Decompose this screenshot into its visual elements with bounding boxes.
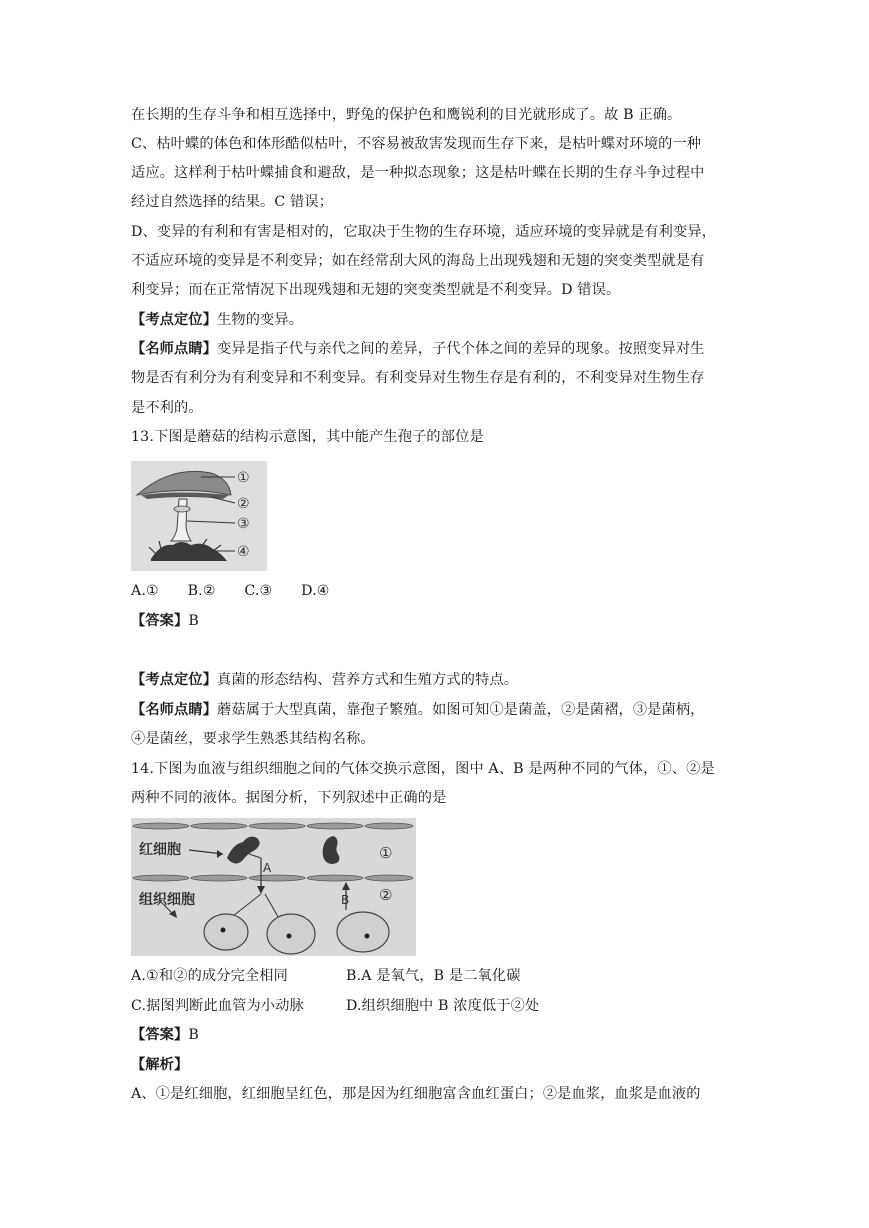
text-line: ④是菌丝，要求学生熟悉其结构名称。 xyxy=(131,731,375,747)
mingshi-tag: 【名师点睛】 xyxy=(131,702,218,718)
text-line: 经过自然选择的结果。C 错误； xyxy=(131,194,334,210)
text-line: C、枯叶蝶的体色和体形酷似枯叶，不容易被敌害发现而生存下来，是枯叶蝶对环境的一种 xyxy=(131,136,702,152)
text-line: 物是否有利分为有利变异和不利变异。有利变异对生物生存是有利的，不利变异对生物生存 xyxy=(131,370,705,386)
mingshi-tag: 【名师点睛】 xyxy=(131,341,218,357)
q13-kaodian-line xyxy=(131,670,751,690)
kaodian-text: 真菌的形态结构、营养方式和生殖方式的特点。 xyxy=(217,672,519,688)
q14-analysis-tag: 【解析】 xyxy=(131,1057,189,1073)
text-line: 是不利的。 xyxy=(131,400,203,416)
q14-option-d: D.组织细胞中 B 浓度低于②处 xyxy=(346,998,540,1014)
label-gas-a: A xyxy=(263,861,272,875)
answer-value: B xyxy=(188,1027,199,1043)
q14-answer-line xyxy=(131,1025,751,1045)
q13-mingshi-line xyxy=(131,700,751,720)
mingshi-text: 蘑菇属于大型真菌，靠孢子繁殖。如图可知①是菌盖，②是菌褶，③是菌柄， xyxy=(217,702,705,718)
kaodian-tag: 【考点定位】 xyxy=(131,672,218,688)
text-line: A、①是红细胞，红细胞呈红色，那是因为红细胞富含血红蛋白；②是血浆，血浆是血液的 xyxy=(131,1086,701,1102)
label-fluid-2: ② xyxy=(379,886,393,904)
label-gas-b: B xyxy=(341,893,350,907)
text-line: D、变异的有利和有害是相对的，它取决于生物的生存环境，适应环境的变异就是有利变异， xyxy=(131,224,717,240)
mingshi-text: 变异是指子代与亲代之间的差异，子代个体之间的差异的现象。按照变异对生 xyxy=(217,341,705,357)
answer-value: B xyxy=(188,613,199,629)
mingshi-line xyxy=(131,339,751,359)
text-line: 适应。这样利于枯叶蝶捕食和避敌，是一种拟态现象；这是枯叶蝶在长期的生存斗争过程中 xyxy=(131,165,705,181)
mushroom-label-3: ③ xyxy=(237,516,250,532)
gas-exchange-diagram xyxy=(131,818,416,956)
mushroom-label-1: ① xyxy=(237,470,250,486)
question-14: 14.下图为血液与组织细胞之间的气体交换示意图，图中 A、B 是两种不同的气体，①、②是 xyxy=(131,761,715,777)
kaodian-line xyxy=(131,310,751,330)
mushroom-diagram xyxy=(131,461,267,571)
label-fluid-1: ① xyxy=(379,844,393,862)
kaodian-tag: 【考点定位】 xyxy=(131,312,218,328)
mushroom-label-2: ② xyxy=(237,496,250,512)
q14-options-row-2 xyxy=(131,996,751,1016)
q13-answer-line xyxy=(131,611,751,631)
q14-option-c: C.据图判断此血管为小动脉 xyxy=(131,998,304,1014)
q14-option-b: B.A 是氧气，B 是二氧化碳 xyxy=(346,968,521,984)
answer-tag: 【答案】 xyxy=(131,1027,189,1043)
q14-options-row-1 xyxy=(131,966,751,986)
label-red-blood-cell: 红细胞 xyxy=(139,842,181,858)
mushroom-figure xyxy=(131,461,267,571)
label-tissue-cell: 组织细胞 xyxy=(139,892,195,908)
q13-options: A.① B.② C.③ D.④ xyxy=(131,583,330,599)
question-14-cont: 两种不同的液体。据图分析，下列叙述中正确的是 xyxy=(131,790,447,806)
q14-option-a: A.①和②的成分完全相同 xyxy=(131,968,288,984)
kaodian-text: 生物的变异。 xyxy=(217,312,304,328)
gas-exchange-figure xyxy=(131,818,416,956)
text-line: 利变异；而在正常情况下出现残翅和无翅的突变类型就是不利变异。D 错误。 xyxy=(131,282,621,298)
answer-tag: 【答案】 xyxy=(131,613,189,629)
question-13: 13.下图是蘑菇的结构示意图，其中能产生孢子的部位是 xyxy=(131,429,484,445)
text-line: 在长期的生存斗争和相互选择中，野兔的保护色和鹰锐利的目光就形成了。故 B 正确。 xyxy=(131,107,682,123)
text-line: 不适应环境的变异是不利变异；如在经常刮大风的海岛上出现残翅和无翅的突变类型就是有 xyxy=(131,253,705,269)
mushroom-label-4: ④ xyxy=(237,544,250,560)
